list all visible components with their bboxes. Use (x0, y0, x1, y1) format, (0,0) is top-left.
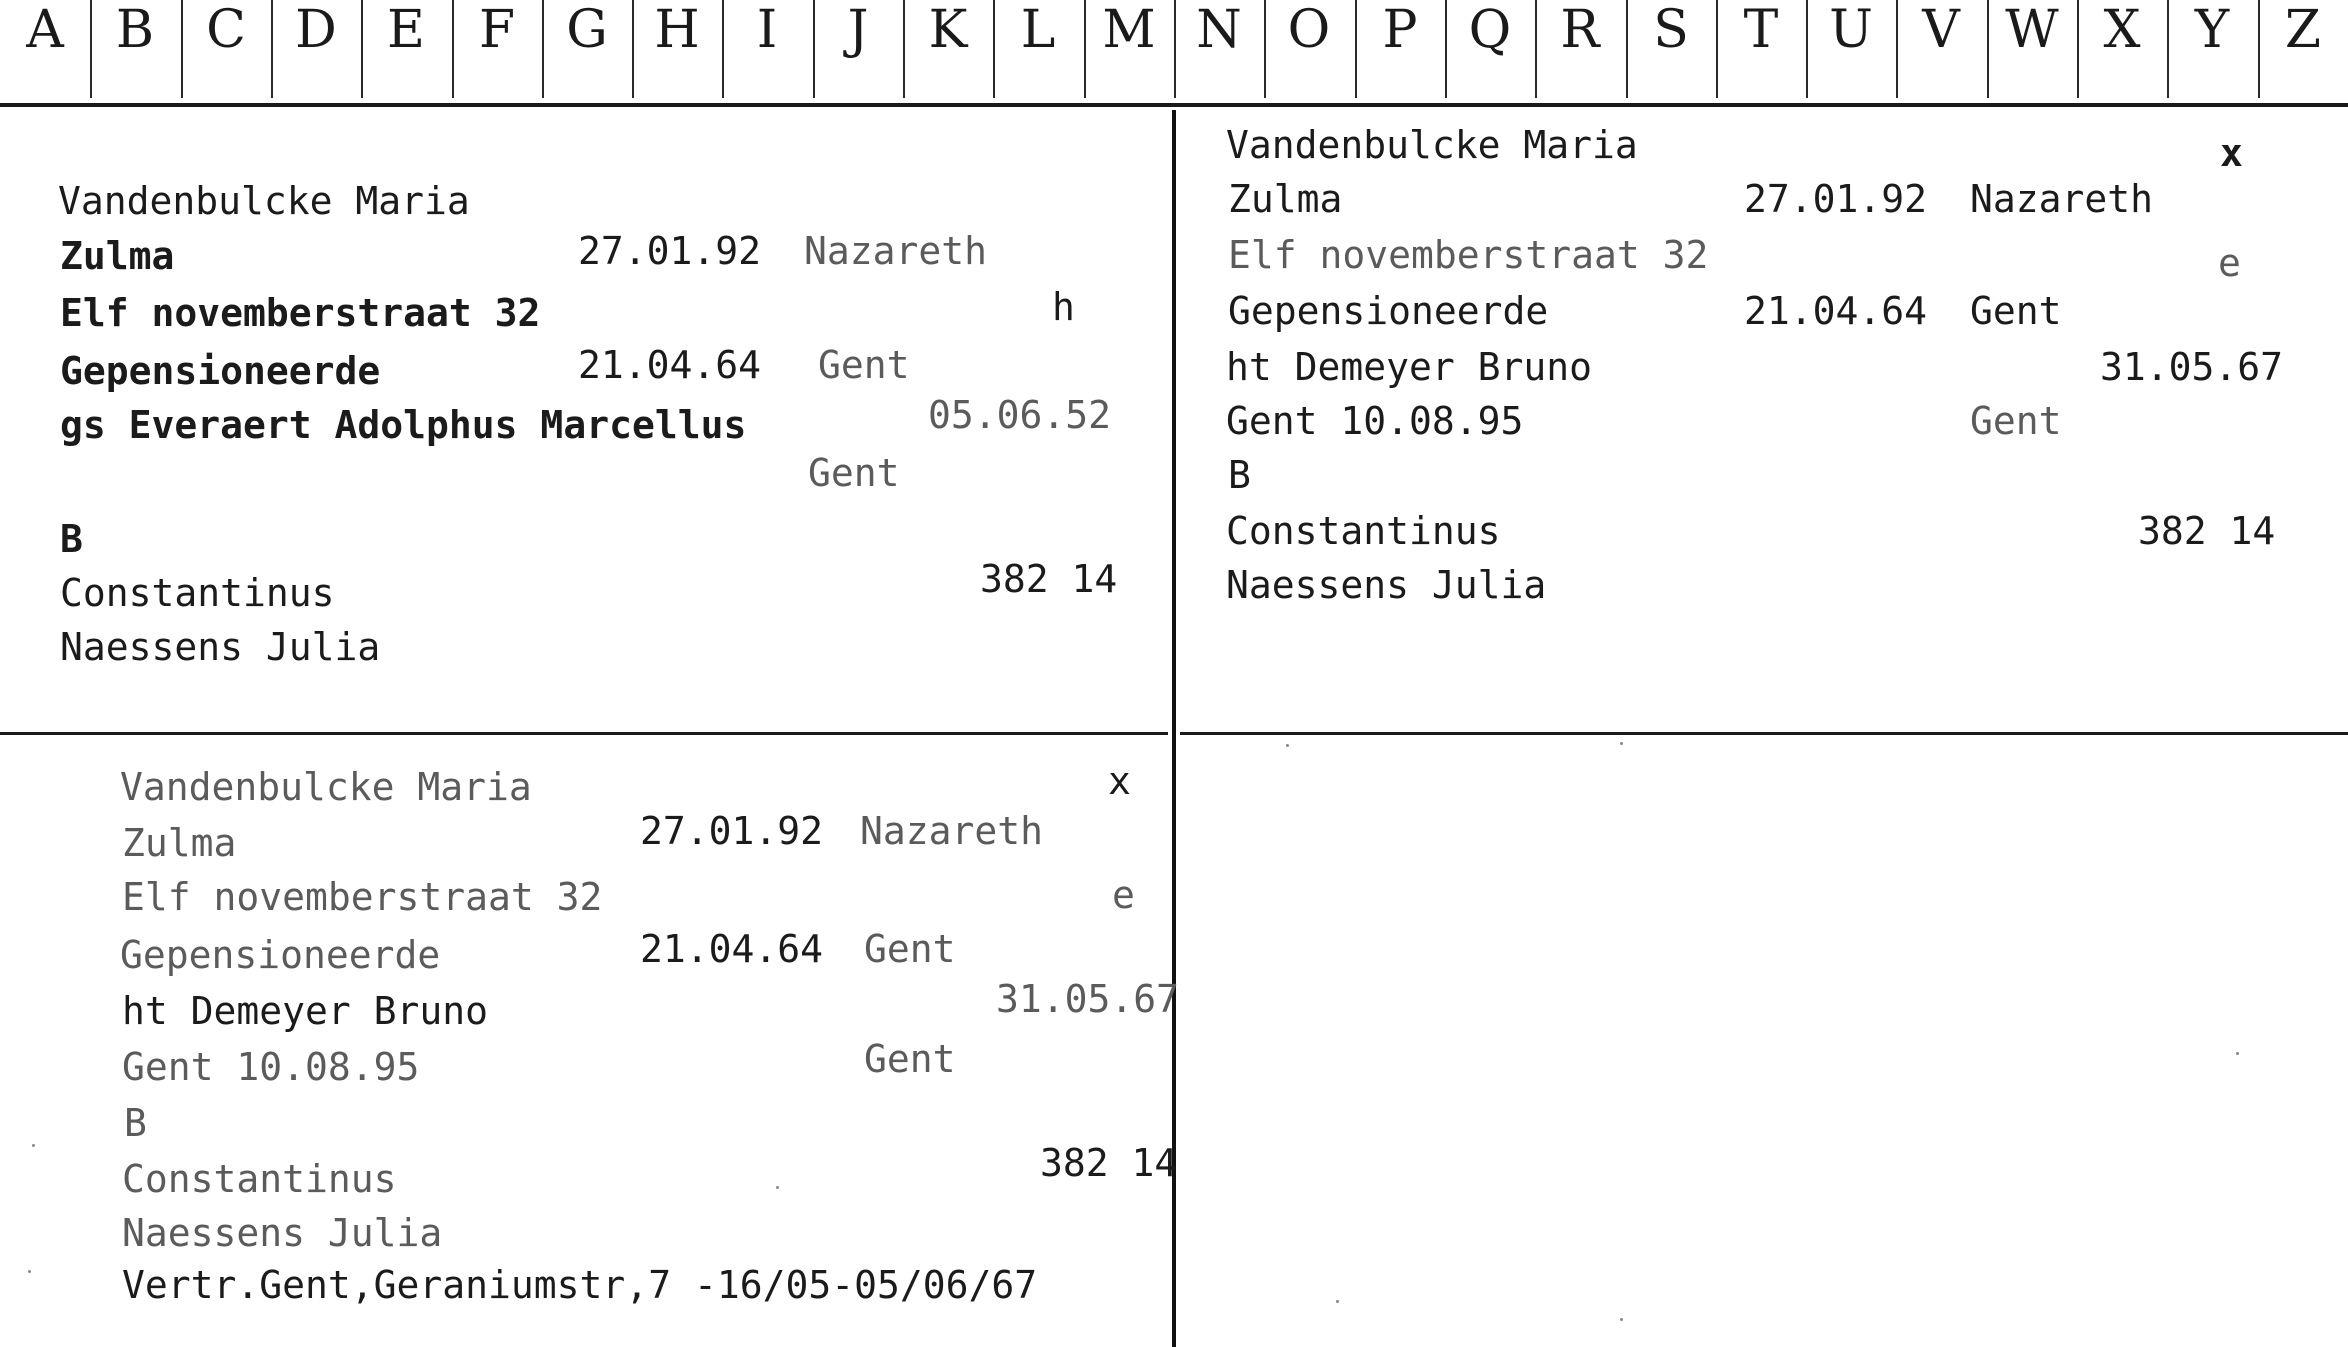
alphabet-letter-label: W (2005, 0, 2059, 60)
alphabet-letter-g (542, 0, 632, 100)
alphabet-letter-label: Y (2194, 0, 2230, 60)
alphabet-letter-u (1806, 0, 1896, 100)
alphabet-letter-label: R (1560, 0, 1600, 60)
alphabet-letter-label: C (206, 0, 246, 60)
alphabet-letter-label: Z (2284, 0, 2322, 60)
alphabet-letter-k (903, 0, 993, 100)
card-given-name: Zulma (60, 234, 175, 278)
alphabet-letter-m (1084, 0, 1174, 100)
card-spouse-birth: Gent 10.08.95 (122, 1045, 420, 1089)
alphabet-letter-i (722, 0, 812, 100)
alphabet-letter-f (452, 0, 542, 100)
card-spouse-birth: Gent 10.08.95 (1226, 399, 1524, 443)
alphabet-letter-label: Q (1468, 0, 1512, 60)
alphabet-letter-label: J (847, 0, 869, 60)
scan-speck (2236, 1052, 2239, 1055)
card-surname: Vandenbulcke Maria (1226, 123, 1638, 167)
card-registration-date: 21.04.64 (640, 927, 824, 971)
card-birth-place: Nazareth (1970, 177, 2154, 221)
card-code: B (60, 517, 83, 561)
alphabet-divider (181, 0, 183, 98)
alphabet-letter-r (1535, 0, 1625, 100)
alphabet-letter-v (1896, 0, 1986, 100)
alphabet-letter-label: U (1829, 0, 1873, 60)
alphabet-divider (1716, 0, 1718, 98)
alphabet-letter-q (1445, 0, 1535, 100)
card-spouse: ht Demeyer Bruno (122, 989, 489, 1033)
alphabet-letter-label: P (1382, 0, 1418, 60)
card-birth-date: 27.01.92 (578, 229, 762, 273)
card-spouse-date: 31.05.67 (996, 977, 1180, 1021)
scan-speck (776, 1186, 779, 1189)
card-occupation: Gepensioneerde (60, 349, 381, 393)
alphabet-letter-p (1355, 0, 1445, 100)
alphabet-divider (361, 0, 363, 98)
alphabet-divider (813, 0, 815, 98)
horizontal-divider-left (0, 732, 1168, 735)
alphabet-divider (542, 0, 544, 98)
card-registration-place: Gent (1970, 289, 2062, 333)
card-registration-place: Gent (818, 343, 910, 387)
alphabet-divider (271, 0, 273, 98)
alphabet-letter-z (2258, 0, 2348, 100)
card-spouse-place: Gent (808, 451, 900, 495)
card-father: Constantinus (60, 571, 335, 615)
card-number: 382 14 (2138, 509, 2276, 553)
card-registration-date: 21.04.64 (578, 343, 762, 387)
alphabet-letter-x (2077, 0, 2167, 100)
card-street: Elf novemberstraat 32 (60, 291, 541, 335)
scan-speck (32, 1144, 35, 1147)
card-spouse: ht Demeyer Bruno (1226, 345, 1593, 389)
card-occupation: Gepensioneerde (1228, 289, 1549, 333)
alphabet-letter-label: D (295, 0, 337, 60)
card-birth-date: 27.01.92 (640, 809, 824, 853)
alphabet-letter-label: L (1020, 0, 1056, 60)
alphabet-letter-o (1264, 0, 1354, 100)
alphabet-letter-label: B (115, 0, 155, 60)
alphabet-letter-h (632, 0, 722, 100)
alphabet-letter-label: K (928, 0, 968, 60)
alphabet-letter-label: M (1102, 0, 1156, 60)
card-mother: Naessens Julia (122, 1211, 443, 1255)
alphabet-letter-e (361, 0, 451, 100)
card-spouse-place: Gent (864, 1037, 956, 1081)
alphabet-divider (722, 0, 724, 98)
alphabet-letter-label: A (26, 0, 64, 60)
alphabet-divider (1355, 0, 1357, 98)
horizontal-divider-right (1180, 732, 2348, 735)
card-street: Elf novemberstraat 32 (122, 875, 603, 919)
alphabet-divider (2258, 0, 2260, 98)
card-given-name: Zulma (122, 821, 237, 865)
alphabet-divider (903, 0, 905, 98)
card-surname: Vandenbulcke Maria (58, 179, 470, 223)
card-departure-note: Vertr.Gent,Geraniumstr,7 -16/05-05/06/67 (122, 1263, 1038, 1307)
card-occupation: Gepensioneerde (120, 933, 441, 977)
alphabet-letter-label: F (478, 0, 516, 60)
alphabet-divider (632, 0, 634, 98)
alphabet-index-rule (0, 103, 2348, 107)
card-given-name: Zulma (1228, 177, 1343, 221)
card-number: 382 14 (980, 557, 1118, 601)
card-surname: Vandenbulcke Maria (120, 765, 532, 809)
card-code: B (124, 1101, 147, 1145)
alphabet-letter-d (271, 0, 361, 100)
card-mark: e (2218, 241, 2241, 285)
alphabet-letter-label: X (2103, 0, 2141, 60)
alphabet-divider (1264, 0, 1266, 98)
alphabet-letter-a (0, 0, 90, 100)
card-number: 382 14 (1040, 1141, 1178, 1185)
card-mark: h (1052, 285, 1075, 329)
alphabet-divider (1084, 0, 1086, 98)
alphabet-letter-label: I (756, 0, 778, 60)
card-registration-date: 21.04.64 (1744, 289, 1928, 333)
alphabet-letter-label: T (1743, 0, 1779, 60)
alphabet-index-bar (0, 0, 2348, 106)
card-spouse-date: 31.05.67 (2100, 345, 2284, 389)
alphabet-divider (1806, 0, 1808, 98)
alphabet-divider (1445, 0, 1447, 98)
alphabet-letter-j (813, 0, 903, 100)
card-birth-place: Nazareth (804, 229, 988, 273)
card-mark: e (1112, 873, 1135, 917)
alphabet-letter-b (90, 0, 180, 100)
card-spouse-date: 05.06.52 (928, 393, 1112, 437)
card-mark-x: x (1108, 759, 1131, 803)
card-spouse: gs Everaert Adolphus Marcellus (60, 403, 747, 447)
alphabet-letter-label: H (654, 0, 700, 60)
alphabet-letter-l (993, 0, 1083, 100)
alphabet-letter-w (1987, 0, 2077, 100)
card-father: Constantinus (1226, 509, 1501, 553)
card-spouse-place: Gent (1970, 399, 2062, 443)
alphabet-letter-label: G (566, 0, 608, 60)
card-birth-date: 27.01.92 (1744, 177, 1928, 221)
scan-speck (28, 1270, 31, 1273)
alphabet-letter-c (181, 0, 271, 100)
alphabet-letter-t (1716, 0, 1806, 100)
card-mother: Naessens Julia (60, 625, 381, 669)
card-father: Constantinus (122, 1157, 397, 1201)
alphabet-letter-n (1174, 0, 1264, 100)
alphabet-letter-s (1626, 0, 1716, 100)
alphabet-divider (452, 0, 454, 98)
alphabet-divider (2167, 0, 2169, 98)
card-mark-x: x (2220, 131, 2243, 175)
alphabet-letter-label: S (1653, 0, 1689, 60)
card-birth-place: Nazareth (860, 809, 1044, 853)
alphabet-divider (1626, 0, 1628, 98)
alphabet-divider (90, 0, 92, 98)
alphabet-letter-y (2167, 0, 2257, 100)
card-mother: Naessens Julia (1226, 563, 1547, 607)
alphabet-divider (993, 0, 995, 98)
alphabet-divider (1987, 0, 1989, 98)
scan-speck (1620, 1318, 1623, 1321)
card-code: B (1228, 453, 1251, 497)
alphabet-divider (1535, 0, 1537, 98)
alphabet-letter-label: E (387, 0, 425, 60)
card-registration-place: Gent (864, 927, 956, 971)
alphabet-letter-label: O (1287, 0, 1331, 60)
card-street: Elf novemberstraat 32 (1228, 233, 1709, 277)
alphabet-letter-label: N (1196, 0, 1242, 60)
scan-speck (1620, 742, 1623, 745)
alphabet-divider (1896, 0, 1898, 98)
alphabet-divider (2077, 0, 2079, 98)
scan-speck (1336, 1300, 1339, 1303)
scan-speck (1286, 744, 1289, 747)
alphabet-divider (1174, 0, 1176, 98)
alphabet-letter-label: V (1922, 0, 1960, 60)
